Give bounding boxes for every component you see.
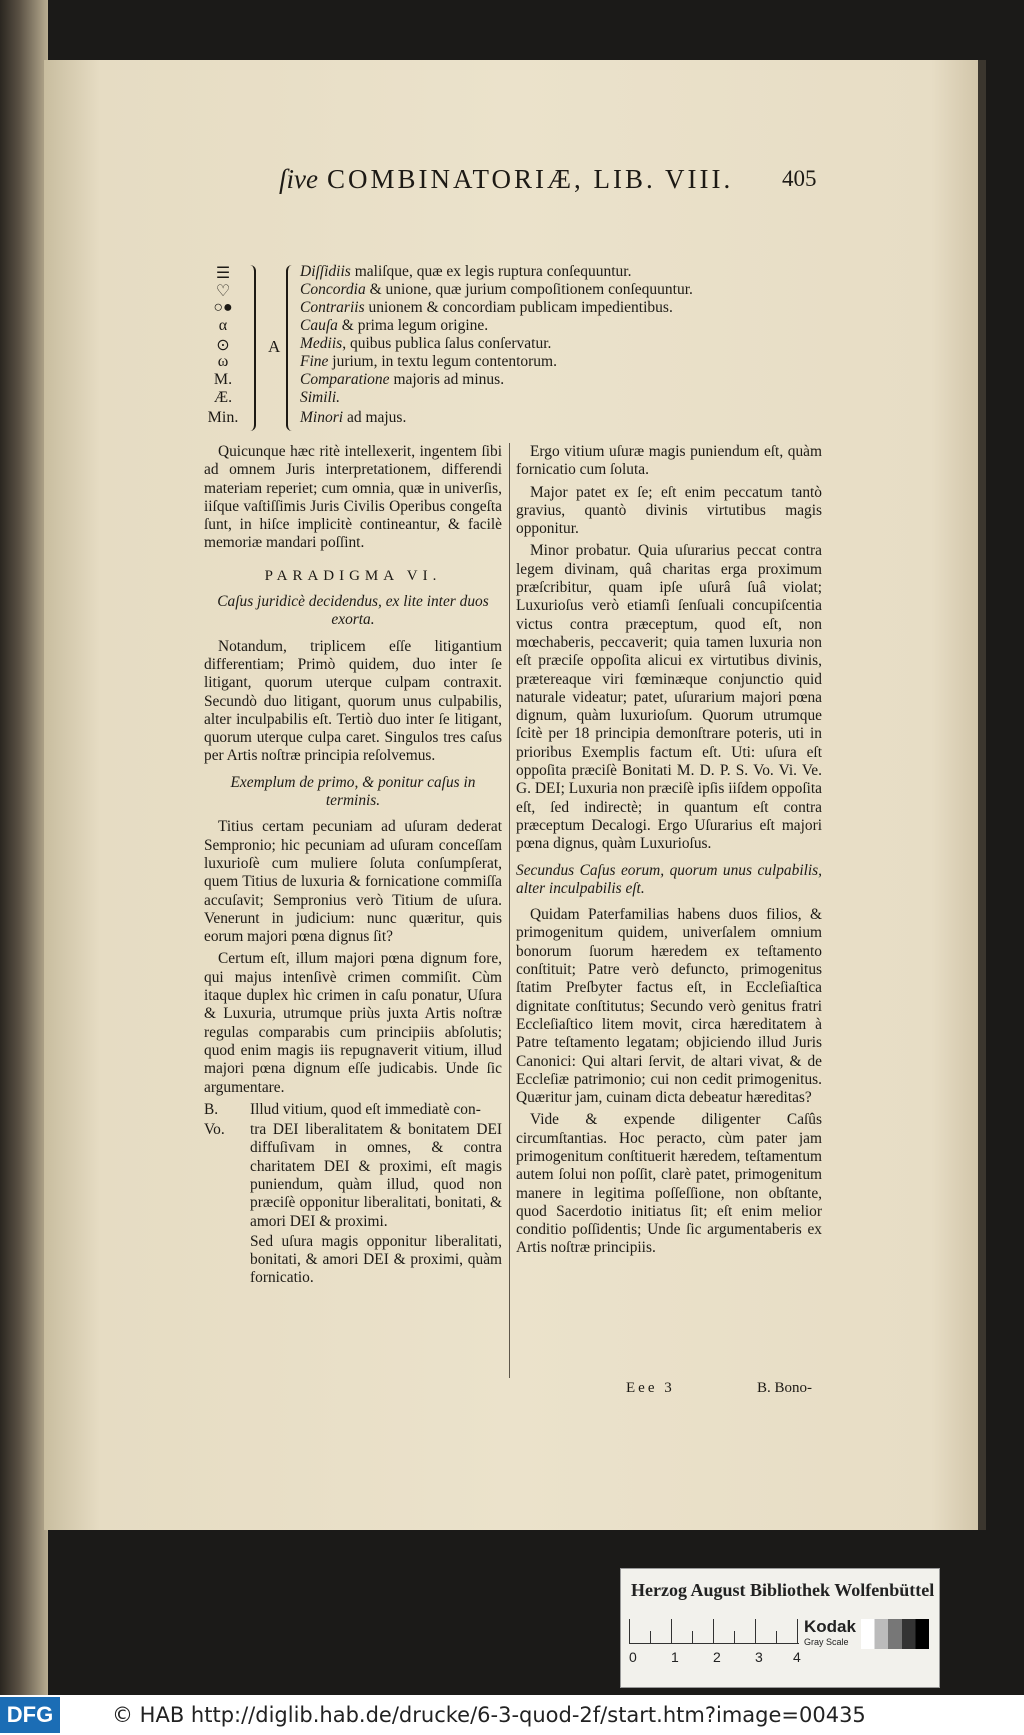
minor-paragraph: Minor probatur. Quia uſurarius peccat contra legem divinam, quâ charitas erga proximum præſcribitur, quam ipſe uſurâ ſuâ violat; Luxurioſus verò etiamſi ſenſuali concupiſcentia victus contra præceptum, quod eſt, non mœchaberis, peccaverit; quia tamen luxuria non eſt præciſe oppoſita alicui ex virtutibus divinis, prætereaque viri fœminæque conjunctio quid naturale videatur; patet, uſurarium majori pœna dignum, quàm luxurioſum. Quorum utrumque ſcitè per 18 principia demonſtrare poteris, uti in prioribus Exemplis factum eſt. Uti: uſura eſt oppoſita præciſè Bonitati M. D. P. S. Vo. Vi. Ve. G. DEI; Luxuria non præciſè ipſis iiſdem oppoſita eſt, ſed indirectè; in quantum eſt contra præceptum Decalogi. Ergo Uſurarius eſt majori pœna dignus, quàm Luxurioſus. [516,542,822,853]
book-page [44,60,978,1530]
ruler-number: 2 [713,1649,721,1665]
titius-paragraph: Titius certam pecuniam ad uſuram dederat Sempronio; hic pecuniam ad uſuram conceſſam luxurioſè cum muliere ſoluta conſumpſerat, quem Titius de luxuria & fornicatione commiſſa accuſavit; Sempronius verò Titium de uſura. Venerunt in judicium: nunc quæritur, quis eorum majori pœna dignus ſit? [204,818,502,946]
catchword: B. Bono- [757,1380,813,1396]
synopsis-symbol: ⊙ [216,337,230,354]
ruler-number: 0 [629,1649,637,1665]
synopsis-text: unionem & concordiam publicam impedientibus. [364,299,673,316]
quidam-paragraph: Quidam Paterfamilias habens duos filios, & primogenitum quidem, univerſalem omnium bonorum ſuorum hæredem ex teſtamento conſtituit; Patre verò defuncto, primogenitus ſtatim Preſbyter factus eſt, in Eccleſiaſtica dignitate conſtitutus; Secundo verò genitus fratri Eccleſiaſtico litem movit, circa hæreditatem à Patre teſtamento legatam; objiciendo illud Juris Canonici: Qui altari ſervit, de altari vivat, & de Eccleſiæ patrimonio; cui non cedit primogenitus. Quæritur jam, cuinam dicta debeatur hæreditas? [516,906,822,1107]
synopsis-symbol: ○● [213,299,233,316]
synopsis-line [300,389,340,407]
certum-paragraph: Certum eſt, illum majori pœna dignum fore, qui majus intenſivè crimen commiſit. Cùm itaque duplex hìc crimen in caſu ponatur, Uſura & Luxuria, utrumque priùs juxta Artis noſtræ regulas comparabis cum principiis abſolutis; quod enim magis iis repugnaverit vitium, illud majori pœna dignum eſſe judicabis. Unde ſic argumentare. [204,950,502,1096]
synopsis-line [300,263,632,281]
exemplum-title: Exemplum de primo, & ponitur caſus in terminis. [230,773,476,810]
synopsis-term: Fine [300,353,329,370]
synopsis-text: majoris ad minus. [389,371,505,388]
synopsis-term: Simili. [300,389,341,406]
synopsis-line [300,299,673,317]
synopsis-term: Contrariis [300,299,365,316]
synopsis-text: & unione, quæ jurium compoſitionem conſequuntur. [365,281,693,298]
argument-text: Illud vitium, quod eſt immediatè con- [250,1100,481,1118]
synopsis-term: Cauſa [300,317,338,334]
synopsis-table [194,263,754,438]
gray-scale-bar [861,1619,929,1649]
argument-row [204,1233,502,1288]
page-number: 405 [782,166,817,191]
argument-label: Vo. [204,1121,225,1139]
synopsis-line [300,409,406,427]
secundus-title: Secundus Caſus eorum, quorum unus culpabilis, alter inculpabilis eſt. [516,861,822,897]
synopsis-term: Mediis [300,335,343,352]
library-name: Herzog August Bibliothek Wolfenbüttel [631,1580,935,1600]
ruler-number: 3 [755,1649,763,1665]
synopsis-term: Minori [300,409,344,426]
synopsis-text: maliſque, quæ ex legis ruptura conſequuntur. [350,263,632,280]
synopsis-text: , quibus publica ſalus conſervatur. [342,335,552,352]
synopsis-text: jurium, in textu legum contentorum. [328,353,557,370]
right-column [516,443,822,1262]
library-tag [620,1568,940,1688]
vide-paragraph: Vide & expende diligenter Caſûs circumſtantias. Hoc peracto, cùm pater jam primogenitum conſtituerit hæredem, teſtamentum autem ſolui non poſſit, clarè patet, primogenitum manere in legitima poſſeſſione, non obſtante, quod Sacerdotio initiatus ſit; eſt enim melior conditio poſſidentis; Unde ſic argumentaberis ex Artis noſtræ principiis. [516,1111,822,1257]
dfg-logo: DFG [0,1697,60,1733]
argument-text: Sed uſura magis opponitur liberalitati, bonitati, & amori DEI & proximi, quàm fornicatio. [250,1232,502,1287]
ergo-paragraph: Ergo vitium uſuræ magis puniendum eſt, quàm fornicatio cum ſoluta. [516,443,822,479]
synopsis-symbol: α [218,317,228,334]
notandum-paragraph: Notandum, triplicem eſſe litigantium differentiam; Primò quidem, duo inter ſe litigant, quorum uterque culpam contraxit. Secundò duo litigant, quorum unus culpabilis, alter inculpabilis eſt. Tertiò duo inter ſe litigant, quorum uterque culpa caret. Singulos tres caſus per Artis noſtræ principia reſolvemus. [204,637,502,765]
left-page-edge [0,0,48,1735]
synopsis-line [300,335,551,353]
left-column [204,443,502,1290]
ruler-number: 4 [793,1649,801,1665]
synopsis-text: & prima legum origine. [337,317,489,334]
signature-mark: Eee 3 [626,1380,675,1396]
footer-url[interactable]: © HAB http://diglib.hab.de/drucke/6-3-quod-2f/start.htm?image=00435 [112,1703,866,1727]
synopsis-symbol: Min. [207,409,239,426]
synopsis-term: Concordia [300,281,366,298]
intro-paragraph: Quicunque hæc ritè intellexerit, ingentem ſibi ad omnem Juris interpretationem, differendi materiam reperiet; cum omnia, quæ in univerſis, iiſque vaſtiſſimis Juris Civilis Operibus congeſta ſunt, in hiſce implicitè contineantur, & facilè memoriæ mandari poſſint. [204,443,502,552]
synopsis-symbol: M. [213,371,233,388]
casus-title: Caſus juridicè decidendus, ex lite inter duos exorta. [217,593,489,629]
gray-scale-label: Gray Scale [804,1637,849,1647]
synopsis-line [300,317,488,335]
synopsis-symbol: Æ. [213,389,233,406]
major-paragraph: Major patet ex ſe; eſt enim peccatum tantò gravius, quantò divinis virtutibus magis opponitur. [516,483,822,538]
argument-row [204,1121,502,1231]
synopsis-text: ad majus. [343,409,407,426]
argument-row [204,1101,502,1119]
kodak-logo: Kodak [804,1617,856,1636]
synopsis-line [300,281,693,299]
scale-ruler [629,1619,799,1644]
ruler-number: 1 [671,1649,679,1665]
synopsis-bracket-label: A [268,337,281,356]
synopsis-symbol: ♡ [215,283,231,300]
column-divider [509,443,510,1378]
synopsis-bracket-right [286,265,298,431]
paradigma-heading: PARADIGMA VI. [264,567,442,584]
synopsis-bracket-left [244,265,256,431]
header-italic-word: ſive [279,164,318,194]
synopsis-term: Comparatione [300,371,390,388]
synopsis-symbol: ω [217,353,229,370]
argument-text: tra DEI liberalitatem & bonitatem DEI diffuſivam in omnes, & contra charitatem DEI & proximi, eſt magis puniendum, quàm illud, quod non præciſè opponitur liberalitati, bonitati, & amori DEI & proximi. [250,1121,502,1230]
running-title: COMBINATORIÆ, LIB. VIII. [327,164,734,194]
synopsis-line [300,353,557,371]
synopsis-line [300,371,504,389]
synopsis-term: Diſſidiis [300,263,351,280]
argument-label: B. [204,1100,219,1118]
synopsis-symbol: ☰ [215,265,231,282]
